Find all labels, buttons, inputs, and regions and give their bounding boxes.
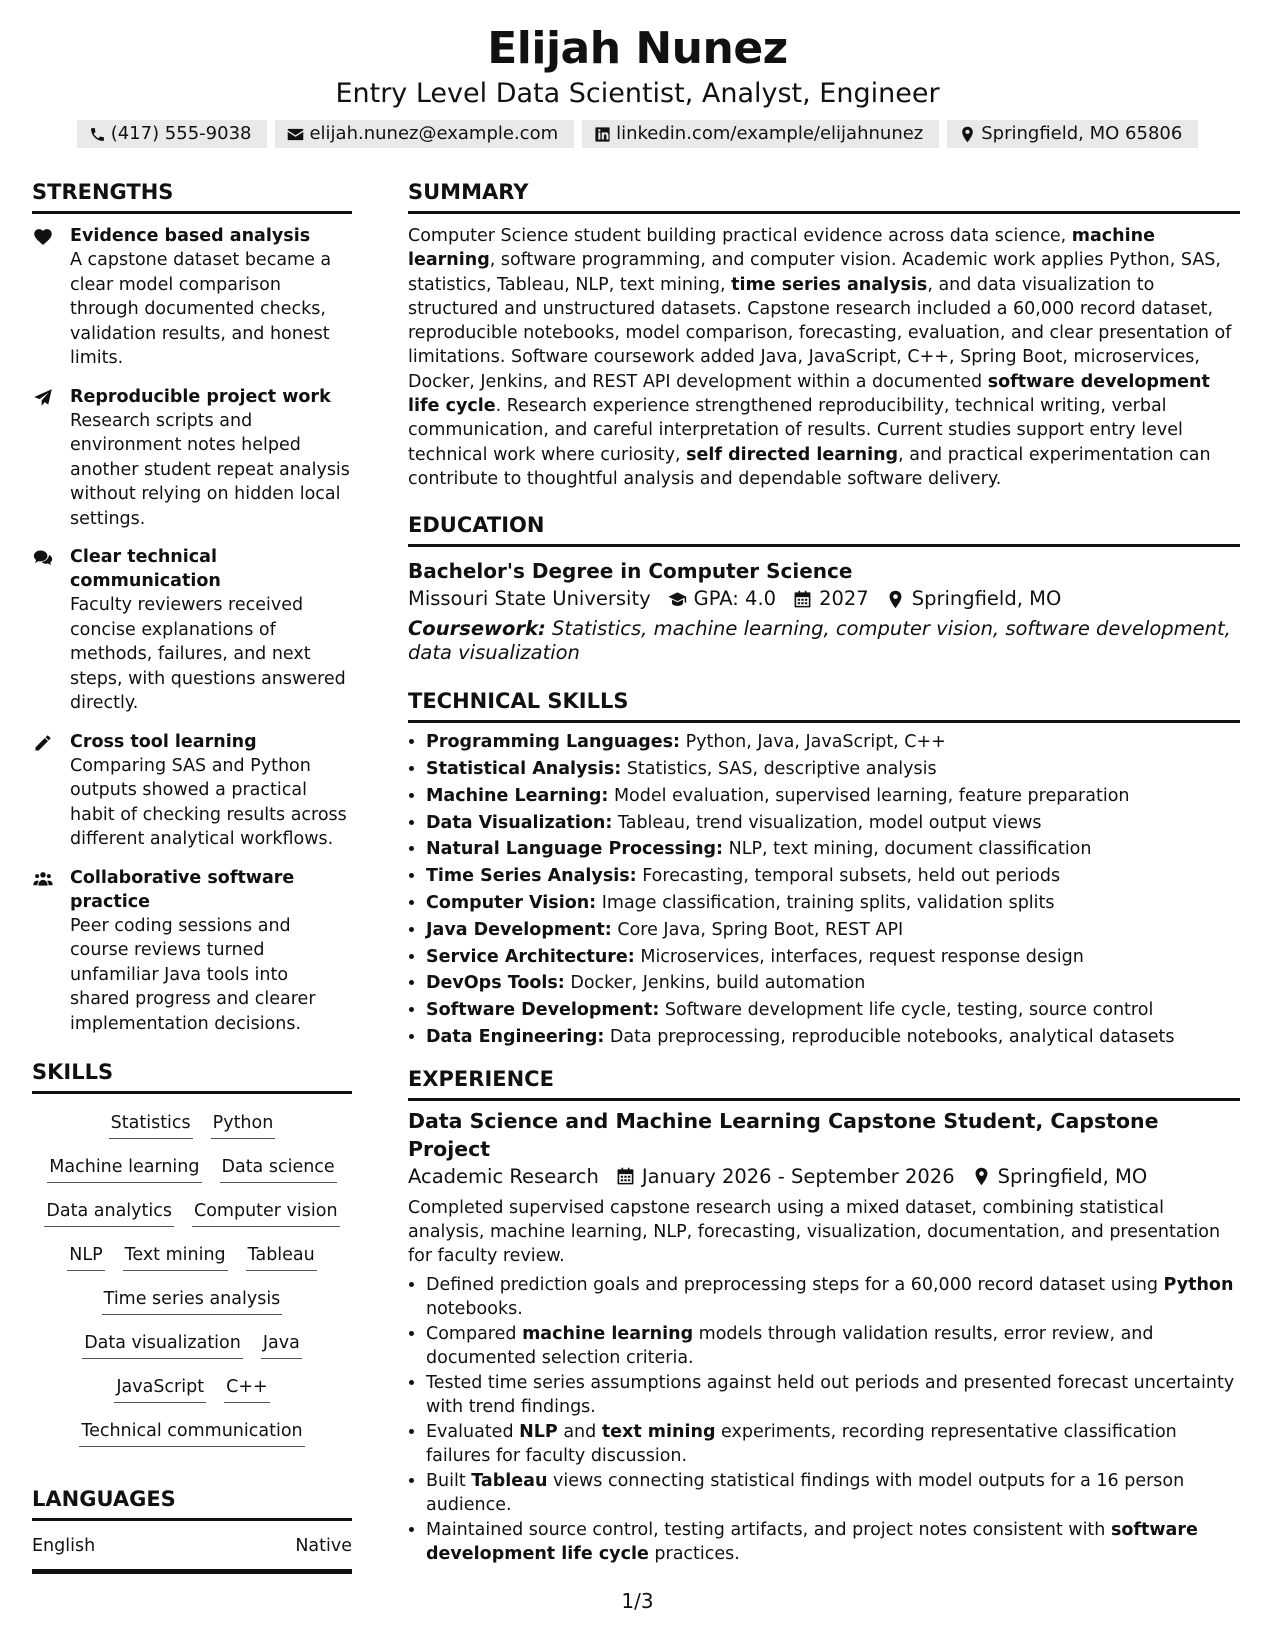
contact-phone[interactable] (77, 120, 268, 148)
map-pin-icon (886, 590, 905, 609)
text-run: Maintained source control, testing artifacts, and project notes consistent with (426, 1520, 1111, 1541)
gpa: GPA: 4.0 (693, 587, 777, 611)
technical-skill-label: Data Engineering: (426, 1027, 605, 1048)
technical-skill-item (426, 756, 1240, 783)
skill-tag: Machine learning (47, 1154, 201, 1183)
strength-title: Cross tool learning (70, 731, 257, 752)
technical-skill-label: Service Architecture: (426, 946, 635, 967)
language-row (32, 1525, 352, 1574)
languages-heading: LANGUAGES (32, 1485, 352, 1521)
text-run: practices. (648, 1544, 740, 1565)
contact-linkedin[interactable] (582, 120, 939, 148)
text-run: Tested time series assumptions against held out periods and presented forecast uncertainty with trend findings. (426, 1372, 1235, 1418)
coursework-label: Coursework: (408, 617, 546, 641)
coursework (408, 617, 1240, 665)
technical-skill-item (426, 836, 1240, 863)
skill-tag: C++ (224, 1374, 270, 1403)
users-icon (32, 869, 54, 889)
skill-tag: Data visualization (82, 1330, 243, 1359)
education-heading: EDUCATION (408, 511, 1240, 547)
job-bullet (426, 1273, 1240, 1322)
strength-description: Research scripts and environment notes helped another student repeat analysis without relying on hidden local settings. (70, 410, 350, 529)
strength-item (32, 730, 352, 852)
strength-title: Collaborative software practice (70, 867, 295, 912)
candidate-name: Elijah Nunez (487, 23, 788, 74)
contact-location (947, 120, 1198, 148)
strength-item (32, 224, 352, 371)
technical-skill-item (426, 863, 1240, 890)
graduation-year: 2027 (819, 587, 869, 611)
strength-description: Peer coding sessions and course reviews turned unfamiliar Java tools into shared progress and clearer implementation decisions. (70, 915, 316, 1034)
technical-skill-item (426, 1024, 1240, 1051)
comments-icon (32, 548, 54, 568)
left-column (32, 178, 352, 1574)
strength-description: A capstone dataset became a clear model comparison through documented checks, validation results, and honest limits. (70, 250, 332, 368)
text-run: , software programming, and computer vision. Academic work applies Python, SAS, statistics, Tableau, NLP, text mining, (408, 250, 1221, 295)
summary-heading: SUMMARY (408, 178, 1240, 214)
emphasis-text: software development life cycle (408, 371, 1210, 417)
emphasis-text: Python (1163, 1274, 1234, 1295)
skill-tag: NLP (67, 1242, 104, 1271)
job-summary: Completed supervised capstone research using a mixed dataset, combining statistical analysis, machine learning, NLP, forecasting, visualization, documentation, and presentation for faculty review. (408, 1197, 1221, 1267)
job-organization: Academic Research (408, 1164, 599, 1188)
emphasis-text: software development life cycle (426, 1520, 1198, 1565)
text-run: Evaluated (426, 1422, 520, 1442)
skill-tag: Statistics (109, 1110, 193, 1139)
summary-text (408, 224, 1240, 491)
technical-skill-value: Image classification, training splits, validation splits (596, 893, 1055, 914)
text-run: Computer Science student building practical evidence across data science, (408, 226, 1072, 246)
text-run: models through validation results, error review, and documented selection criteria. (426, 1323, 1154, 1369)
graduation-cap-icon (668, 590, 687, 609)
technical-skill-label: Java Development: (426, 919, 612, 940)
contact-location-text: Springfield, MO 65806 (981, 123, 1183, 144)
skill-tag: Data science (220, 1154, 337, 1183)
text-run: Built (426, 1471, 472, 1492)
skills-cloud (32, 1104, 352, 1447)
technical-skill-value: Model evaluation, supervised learning, feature preparation (608, 785, 1130, 806)
skill-row (32, 1110, 352, 1139)
technical-skill-label: Machine Learning: (426, 785, 609, 806)
right-column (408, 178, 1240, 1567)
skill-tag: Java (261, 1330, 302, 1359)
strengths-list (32, 224, 352, 1036)
skill-tag: Text mining (123, 1242, 228, 1271)
job-bullet (426, 1420, 1240, 1469)
skill-tag: JavaScript (114, 1374, 206, 1403)
strength-title: Clear technical communication (70, 547, 221, 591)
skill-row (32, 1198, 352, 1227)
technical-skill-item (426, 970, 1240, 997)
strength-item (32, 545, 352, 716)
emphasis-text: machine learning (408, 226, 1155, 271)
strength-item (32, 866, 352, 1037)
technical-skill-label: DevOps Tools: (426, 973, 565, 994)
skill-row (32, 1330, 352, 1359)
strength-title: Reproducible project work (70, 386, 331, 407)
technical-skill-label: Computer Vision: (426, 893, 597, 914)
emphasis-text: Tableau (471, 1471, 548, 1492)
technical-skill-item (426, 810, 1240, 837)
technical-skill-value: Core Java, Spring Boot, REST API (611, 919, 904, 940)
technical-skill-item (426, 944, 1240, 971)
job-bullet (426, 1518, 1240, 1567)
strength-item (32, 385, 352, 532)
technical-skill-value: NLP, text mining, document classification (723, 839, 1092, 860)
emphasis-text: self directed learning (686, 444, 899, 465)
technical-skill-label: Programming Languages: (426, 732, 681, 753)
skill-tag: Computer vision (192, 1198, 340, 1227)
text-run: notebooks. (426, 1299, 523, 1320)
contact-bar (0, 120, 1275, 148)
education-location: Springfield, MO (911, 587, 1062, 611)
strength-title: Evidence based analysis (70, 226, 311, 246)
technical-skills-heading: TECHNICAL SKILLS (408, 687, 1240, 723)
heart-icon (32, 227, 54, 247)
skill-row (32, 1242, 352, 1271)
technical-skill-value: Data preprocessing, reproducible notebooks, analytical datasets (604, 1027, 1175, 1048)
technical-skill-value: Tableau, trend visualization, model output views (612, 812, 1042, 833)
calendar-icon (616, 1167, 635, 1186)
technical-skill-item (426, 890, 1240, 917)
calendar-icon (793, 590, 812, 609)
candidate-title: Entry Level Data Scientist, Analyst, Engineer (335, 78, 940, 109)
job-meta (408, 1163, 1240, 1191)
text-run: Defined prediction goals and preprocessing steps for a 60,000 record dataset using (426, 1274, 1164, 1295)
technical-skill-label: Natural Language Processing: (426, 839, 724, 860)
emphasis-text: machine learning (522, 1323, 694, 1344)
contact-phone-text: (417) 555-9038 (110, 123, 252, 144)
technical-skill-value: Microservices, interfaces, request response design (634, 946, 1084, 967)
skills-heading: SKILLS (32, 1058, 352, 1094)
language-name: English (32, 1536, 96, 1556)
job-location: Springfield, MO (997, 1164, 1148, 1188)
emphasis-text: text mining (601, 1422, 716, 1442)
technical-skill-value: Forecasting, temporal subsets, held out periods (636, 866, 1061, 887)
technical-skill-value: Docker, Jenkins, build automation (564, 973, 866, 994)
map-pin-icon (959, 126, 976, 143)
strength-description: Comparing SAS and Python outputs showed a practical habit of checking results across different analytical workflows. (70, 755, 347, 849)
skill-tag: Technical communication (79, 1418, 304, 1447)
job-bullet (426, 1322, 1240, 1371)
technical-skill-value: Software development life cycle, testing, source control (659, 1000, 1154, 1021)
text-run: , and data visualization to structured and unstructured datasets. Capstone research included a 60,000 record dataset, reproducible notebooks, model comparison, forecasting, evaluation, and clear presentation of limitations. Software coursework added Java, JavaScript, C++, Spring Boot, microservices, Docker, Jenkins, and REST API development within a documented (408, 274, 1232, 392)
contact-email-text: elijah.nunez@example.com (309, 123, 559, 144)
strength-description: Faculty reviewers received concise explanations of methods, failures, and next steps, with questions answered directly. (70, 595, 346, 713)
emphasis-text: time series analysis (731, 274, 928, 295)
technical-skill-label: Data Visualization: (426, 812, 613, 833)
text-run: Compared (426, 1323, 523, 1344)
technical-skill-label: Statistical Analysis: (426, 759, 622, 780)
phone-icon (89, 126, 106, 143)
text-run: views connecting statistical findings with model outputs for a 16 person audience. (426, 1471, 1185, 1516)
skill-tag: Data analytics (44, 1198, 174, 1227)
technical-skill-item (426, 917, 1240, 944)
contact-email[interactable] (275, 120, 574, 148)
job-bullet (426, 1469, 1240, 1518)
skill-row (32, 1154, 352, 1183)
language-level: Native (295, 1536, 352, 1556)
school-name: Missouri State University (408, 587, 651, 611)
technical-skills-list (408, 729, 1240, 1051)
text-run: experiments, recording representative classification failures for faculty discussion. (426, 1422, 1177, 1467)
technical-skill-label: Time Series Analysis: (426, 866, 637, 887)
page-number: 1/3 (621, 1589, 654, 1613)
envelope-icon (287, 126, 304, 143)
skill-tag: Tableau (246, 1242, 317, 1271)
map-pin-icon (972, 1167, 991, 1186)
technical-skill-item (426, 783, 1240, 810)
text-run: , and practical experimentation can contribute to thoughtful analysis and dependable software delivery. (408, 444, 1211, 489)
technical-skill-item (426, 997, 1240, 1024)
linkedin-icon (594, 126, 611, 143)
coursework-list: Statistics, machine learning, computer vision, software development, data visualization (408, 617, 1231, 665)
job-title: Data Science and Machine Learning Capstone Student, Capstone Project (408, 1108, 1159, 1161)
skill-row (32, 1286, 352, 1315)
technical-skill-item (426, 729, 1240, 756)
text-run: and (557, 1422, 602, 1442)
technical-skill-value: Python, Java, JavaScript, C++ (680, 732, 946, 753)
degree-title: Bachelor's Degree in Computer Science (408, 559, 853, 584)
text-run: . Research experience strengthened reproducibility, technical writing, verbal communication, and careful interpretation of results. Current studies support entry level technical work where curiosity, (408, 396, 1183, 465)
resume-header (0, 22, 1275, 148)
technical-skill-label: Software Development: (426, 1000, 660, 1021)
job-dates: January 2026 - September 2026 (641, 1164, 955, 1188)
job-bullets (408, 1273, 1240, 1567)
experience-heading: EXPERIENCE (408, 1065, 1240, 1101)
skill-row (32, 1418, 352, 1447)
job-bullet (426, 1371, 1240, 1420)
paper-plane-icon (32, 388, 54, 408)
strengths-heading: STRENGTHS (32, 178, 352, 214)
skill-tag: Python (211, 1110, 276, 1139)
skill-row (32, 1374, 352, 1403)
skill-tag: Time series analysis (102, 1286, 283, 1315)
education-meta (408, 585, 1240, 613)
pencil-icon (32, 733, 54, 753)
technical-skill-value: Statistics, SAS, descriptive analysis (621, 759, 937, 780)
emphasis-text: NLP (519, 1422, 558, 1442)
contact-linkedin-text: linkedin.com/example/elijahnunez (616, 123, 924, 144)
